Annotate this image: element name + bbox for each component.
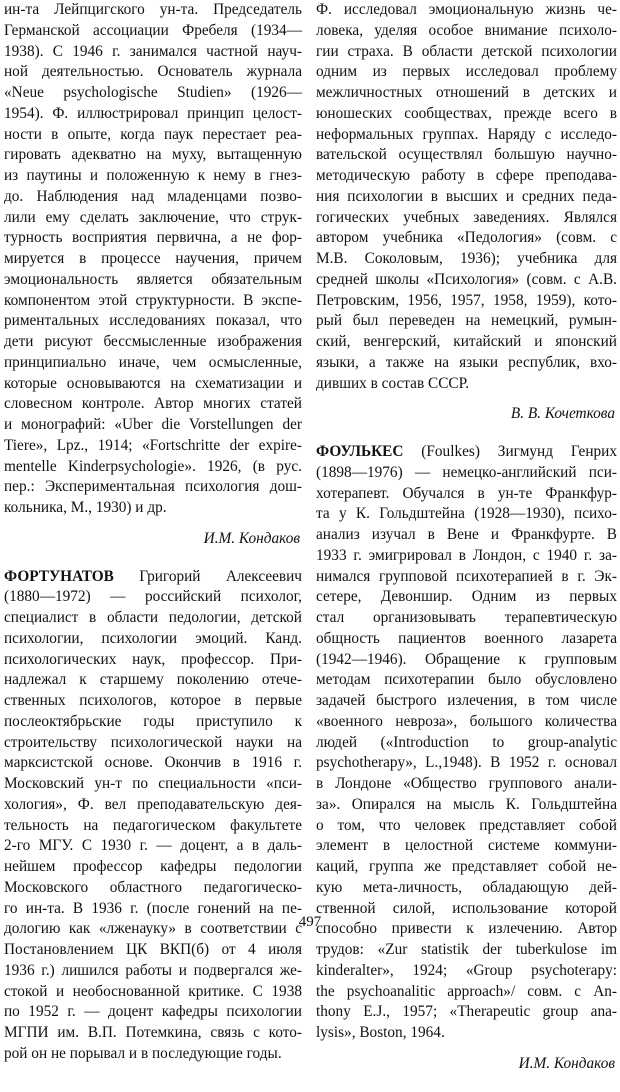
text-line: каций, группа же представляет собой не- — [316, 858, 617, 875]
text-line: Tiere», Lpz., 1914; «Fortschritte der expire- — [4, 436, 302, 454]
text-line: межличностных отношений в детских и — [316, 84, 617, 101]
fortunatov-article-continuation — [316, 0, 617, 394]
text-line: Московского областного педагогическо- — [4, 878, 302, 896]
text-line: из паутины и положенную к нему в гнез- — [4, 167, 302, 184]
text-line: лили ему сделать заключение, что струк- — [4, 208, 302, 226]
text-line: рый был переведен на немецкий, румын- — [316, 312, 617, 330]
article-body — [316, 463, 617, 1044]
text-line: за». Опирался на мысль К. Гольдштейна — [316, 795, 617, 813]
text-line: общность пациентов военного лазарета — [316, 629, 617, 647]
text-line: средней школы «Психология» (совм. с А.В. — [316, 270, 617, 288]
text-line: вательской осуществлял большую научно- — [316, 146, 617, 164]
text-line: гии страха. В области детской психологии — [316, 42, 617, 60]
text-line: послеоктябрьские годы приступило к — [4, 712, 302, 730]
text-line: ин-та Лейпцигского ун-та. Председатель — [4, 1, 302, 18]
text-line: риментальных исследованиях показал, что — [4, 312, 302, 330]
text-line: 2-го МГУ. С 1930 г. — доцент, а в даль- — [4, 837, 302, 855]
text-line: ственных психологов, которое в первые — [4, 692, 302, 709]
text-line: марксистской основе. Окончив в 1916 г. — [4, 754, 302, 772]
foulkes-article — [316, 442, 617, 1075]
text-line: компонентом этой структурности. В экспе- — [4, 291, 302, 309]
text-line: турность восприятия первична, а не фор- — [4, 229, 302, 247]
author-signature: В. В. Кочеткова — [510, 405, 615, 423]
headword: ФОУЛЬКЕС — [316, 443, 404, 460]
headword-rest: (Foulkes) Зигмунд Генрих — [403, 443, 617, 460]
text-line: нимался групповой психотерапией в г. Эк- — [316, 567, 617, 585]
text-line: стал организовывать терапевтическую — [316, 609, 617, 626]
article-body — [4, 587, 302, 1064]
text-line: анализ изучал в Вене и Франкфурте. В — [316, 526, 617, 543]
text-line: гогических учебных заведениях. Являлся — [316, 208, 617, 226]
fortunatov-article — [4, 567, 302, 1065]
text-line: та у К. Гольдштейна (1928—1930), психо- — [316, 505, 617, 523]
text-line: неформальных группах. Наряду с исследо- — [316, 125, 617, 143]
text-line: кую мета-личность, обладающую дей- — [316, 878, 617, 896]
text-line: ловека, уделяя особое внимание психоло- — [316, 21, 617, 39]
text-line: ности в опыте, когда паук перестает реа- — [4, 125, 302, 143]
text-line: Германской ассоциации Фребеля (1934— — [4, 21, 302, 39]
text-line: рой он не порывал и в последующие годы. — [4, 1044, 282, 1062]
text-line: 1954). Ф. иллюстрировал принцип целост- — [4, 104, 302, 122]
text-line: мируется в процессе научения, причем — [4, 250, 302, 267]
author-signature: И.М. Кондаков — [203, 529, 300, 547]
text-line: и монографий: «Uber die Vorstellungen der — [4, 416, 302, 433]
text-line: в Лондоне «Общество группового анали- — [316, 775, 617, 792]
text-line: задачей быстрого излечения, в том числе — [316, 692, 617, 709]
text-line: ния психологии в высших и средних педа- — [316, 187, 617, 205]
text-line: ственной силой, использование которой — [316, 899, 617, 917]
text-line: тельность на педагогическом факультете — [4, 816, 302, 834]
text-line: хология», Ф. вел преподавательскую дея- — [4, 795, 302, 813]
text-line: пер.: Экспериментальная психология дош- — [4, 478, 302, 496]
text-line: которые основываются на схематизации и — [4, 374, 302, 392]
text-line: по 1952 г. — доцент кафедры психологии — [4, 1003, 302, 1021]
text-line: способно привести к излечению. Автор — [316, 920, 617, 938]
article-first-line — [316, 442, 617, 463]
text-line: Ф. исследовал эмоциональную жизнь че- — [316, 1, 617, 18]
text-line: Постановлением ЦК ВКП(б) от 4 июля — [4, 941, 302, 958]
text-line: методам психотерапии было обусловлено — [316, 671, 617, 689]
text-line: kinderalter», 1924; «Group psychoterapy: — [316, 961, 617, 979]
text-line: ский, венгерский, китайский и японский — [316, 333, 617, 350]
text-line: (1880—1972) — российский психолог, — [4, 588, 302, 606]
text-line: языки, а также на языки республик, вхо- — [316, 353, 617, 371]
text-line: до. Наблюдения над младенцами позво- — [4, 187, 302, 205]
headword-rest: Григорий Алексеевич — [113, 567, 302, 585]
text-line: гировать адекватно на муху, вытащенную — [4, 146, 302, 164]
text-line: психологии, психологии эмоций. Канд. — [4, 629, 302, 647]
text-line: методическую работу в сфере преподава- — [316, 167, 617, 184]
text-line: нейшем профессор кафедры педологии — [4, 858, 302, 875]
text-line: стокой и необоснованной критике. С 1938 — [4, 982, 302, 1000]
text-line: the psychoanalitic approach»/ совм. с An- — [316, 982, 617, 1000]
text-line: Петровским, 1956, 1957, 1958, 1959), кото- — [316, 291, 617, 309]
text-line: элемент в целостной системе коммуни- — [316, 837, 617, 855]
text-line: словесном контроле. Автор многих статей — [4, 395, 302, 413]
text-line: «Neue psychologische Studien» (1926— — [4, 84, 302, 101]
text-line: 1938). С 1946 г. занимался частной науч- — [4, 42, 302, 60]
text-line: (1942—1946). Обращение к групповым — [316, 650, 617, 668]
text-line: психологических наук, профессор. При- — [4, 650, 302, 668]
text-line: thony E.J., 1957; «Therapeutic group ana- — [316, 1003, 617, 1021]
text-line: юношеских сообществах, прежде всего в — [316, 104, 617, 122]
text-line: автором учебника «Педология» (совм. с — [316, 229, 617, 247]
text-line: (1898—1976) — немецко-английский пси- — [316, 463, 617, 481]
headword: ФОРТУНАТОВ — [4, 567, 114, 585]
text-line: М.В. Соколовым, 1936); учебника для — [316, 250, 617, 267]
page-number: 497 — [298, 914, 322, 930]
text-line: Московский ун-т по специальности «пси- — [4, 775, 302, 792]
text-line: дивших в состав СССР. — [316, 374, 470, 392]
text-line: «военного невроза», большого количества — [316, 712, 617, 730]
article-first-line — [4, 567, 302, 588]
text-line: хотерапевт. Обучался в ун-те Франкфур- — [316, 484, 617, 502]
text-line: строительству психологической науки на — [4, 733, 302, 751]
text-line: людей («Introduction to group-analytic — [316, 733, 617, 751]
text-line: mentelle Kinderpsychologie». 1926, (в рус. — [4, 457, 302, 475]
text-line: кольника, М., 1930) и др. — [4, 499, 167, 516]
text-line: сетере, Девоншир. Одним из первых — [316, 588, 617, 606]
text-line: одним из первых исследовал проблему — [316, 63, 617, 81]
text-line: дологию как «лженауку» в соответствии с — [4, 920, 302, 938]
text-line: 1933 г. эмигрировал в Лондон, с 1940 г. за- — [316, 546, 617, 564]
text-line: принципиально иначе, чем осмысленные, — [4, 353, 302, 371]
text-line: ной деятельностью. Основатель журнала — [4, 63, 302, 81]
text-line: дети рисуют бессмысленные изображения — [4, 333, 302, 350]
fryobel-article-continuation — [4, 0, 302, 519]
text-line: о том, что человек представляет собой — [316, 816, 617, 834]
text-line: го ин-та. В 1936 г. (после гонений на пе- — [4, 899, 302, 917]
text-line: специалист в области педологии, детской — [4, 609, 302, 626]
text-line: МГПИ им. В.П. Потемкина, связь с кото- — [4, 1024, 302, 1041]
text-line: 1936 г.) лишился работы и подвергался же- — [4, 961, 302, 979]
author-signature: И.М. Кондаков — [518, 1054, 615, 1072]
text-line: lysis», Boston, 1964. — [316, 1024, 445, 1041]
text-line: надлежал к старшему поколению отече- — [4, 671, 302, 689]
left-column — [4, 0, 302, 1065]
text-line: эмоциональность является обязательным — [4, 270, 302, 288]
text-line: трудов: «Zur statistik der tuberkulose im — [316, 941, 617, 958]
text-line: psychotherapy», L.,1948). В 1952 г. основал — [316, 754, 617, 772]
